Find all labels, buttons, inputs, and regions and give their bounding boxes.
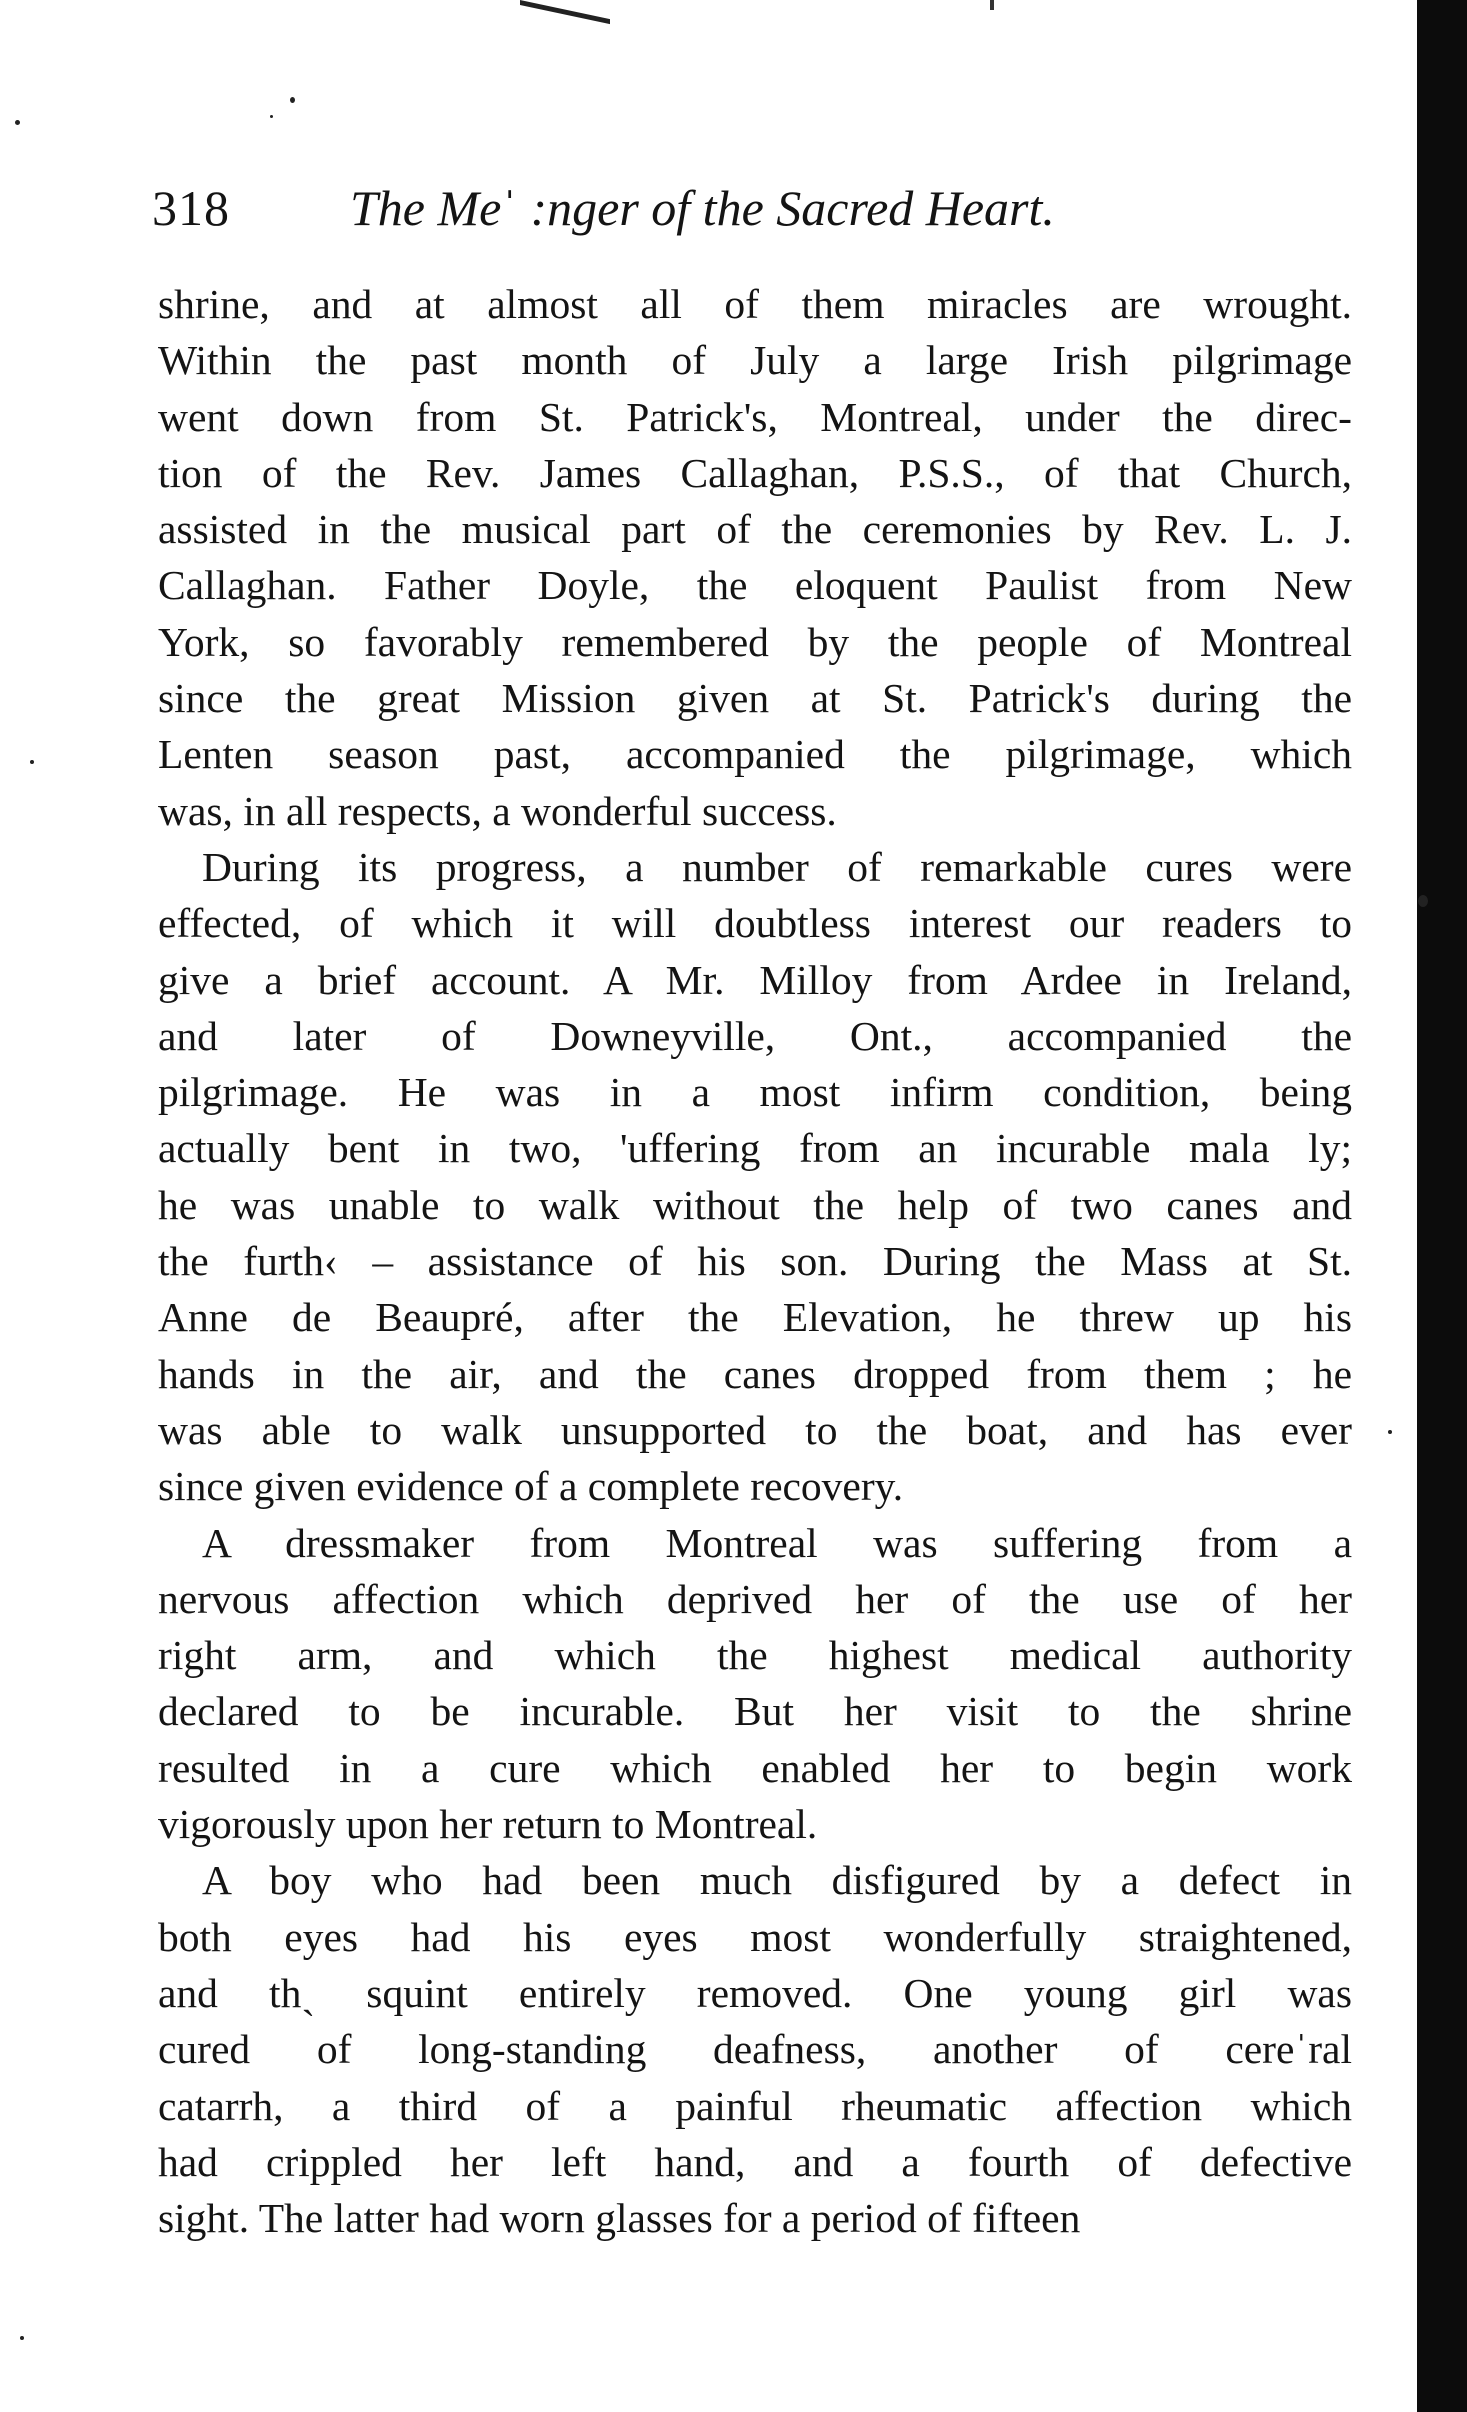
text-line: catarrh, a third of a painful rheumatic affection which	[158, 2082, 1352, 2129]
text-line: since the great Mission given at St. Patrick's during the	[158, 675, 1352, 722]
text-line: and thˎ squint entirely removed. One young girl was	[158, 1969, 1352, 2016]
text-line: York, so favorably remembered by the people of Montreal	[158, 618, 1352, 665]
text-line: assisted in the musical part of the ceremonies by Rev. L. J.	[158, 506, 1352, 553]
text-line: Callaghan. Father Doyle, the eloquent Paulist from New	[158, 562, 1352, 609]
paragraph	[158, 1515, 1352, 1853]
scan-speck	[1388, 1430, 1392, 1434]
text-line: tion of the Rev. James Callaghan, P.S.S., of that Church,	[158, 449, 1352, 496]
scan-artifact-stroke	[520, 0, 610, 40]
text-line: the furth‹ – assistance of his son. During the Mass at St.	[158, 1238, 1352, 1285]
text-line: he was unable to walk without the help of two canes and	[158, 1181, 1352, 1228]
text-line: pilgrimage. He was in a most infirm condition, being	[158, 1069, 1352, 1116]
text-line: was, in all respects, a wonderful success.	[158, 787, 837, 834]
text-line: A dressmaker from Montreal was suffering from a	[202, 1519, 1352, 1566]
text-line: declared to be incurable. But her visit to the shrine	[158, 1688, 1352, 1735]
text-line: resulted in a cure which enabled her to begin work	[158, 1744, 1352, 1791]
text-line: Lenten season past, accompanied the pilgrimage, which	[158, 731, 1352, 778]
text-line: cured of long-standing deafness, another of cereˈral	[158, 2026, 1352, 2073]
text-line: actually bent in two, 'uffering from an incurable mala ly;	[158, 1125, 1352, 1172]
text-line: right arm, and which the highest medical authority	[158, 1632, 1352, 1679]
page-number: 318	[152, 180, 230, 236]
text-line: sight. The latter had worn glasses for a period of fifteen	[158, 2195, 1081, 2242]
paragraph	[158, 1852, 1352, 2246]
text-line: effected, of which it will doubtless interest our readers to	[158, 900, 1352, 947]
paragraph	[158, 839, 1352, 1515]
scan-edge-shadow	[1417, 0, 1467, 2412]
text-line: hands in the air, and the canes dropped from them ; he	[158, 1350, 1352, 1397]
page-header	[152, 168, 1362, 248]
text-line: Within the past month of July a large Irish pilgrimage	[158, 337, 1352, 384]
scan-artifact-tick	[990, 0, 994, 10]
scan-speck	[20, 2336, 24, 2340]
text-line: and later of Downeyville, Ont., accompanied the	[158, 1012, 1352, 1059]
text-line: nervous affection which deprived her of the use of her	[158, 1575, 1352, 1622]
text-line: since given evidence of a complete recovery.	[158, 1463, 904, 1510]
text-line: was able to walk unsupported to the boat, and has ever	[158, 1406, 1352, 1453]
scan-speck	[270, 115, 273, 118]
paragraph	[158, 276, 1352, 839]
text-line: give a brief account. A Mr. Milloy from Ardee in Ireland,	[158, 956, 1352, 1003]
scan-speck	[15, 120, 20, 125]
text-line: had crippled her left hand, and a fourth of defective	[158, 2138, 1352, 2185]
text-line: went down from St. Patrick's, Montreal, under the direc-	[158, 393, 1352, 440]
body-text	[158, 276, 1352, 2246]
text-line: A boy who had been much disfigured by a defect in	[202, 1857, 1352, 1904]
text-line: both eyes had his eyes most wonderfully straightened,	[158, 1913, 1352, 1960]
scan-speck	[30, 760, 34, 764]
text-line: Anne de Beaupré, after the Elevation, he threw up his	[158, 1294, 1352, 1341]
text-line: During its progress, a number of remarkable cures were	[202, 843, 1352, 890]
scan-speck	[290, 97, 295, 103]
text-line: shrine, and at almost all of them miracles are wrought.	[158, 281, 1352, 327]
scan-speck	[1418, 895, 1428, 907]
text-line: vigorously upon her return to Montreal.	[158, 1801, 818, 1848]
running-title: The Meˈ :nger of the Sacred Heart.	[350, 180, 1055, 236]
